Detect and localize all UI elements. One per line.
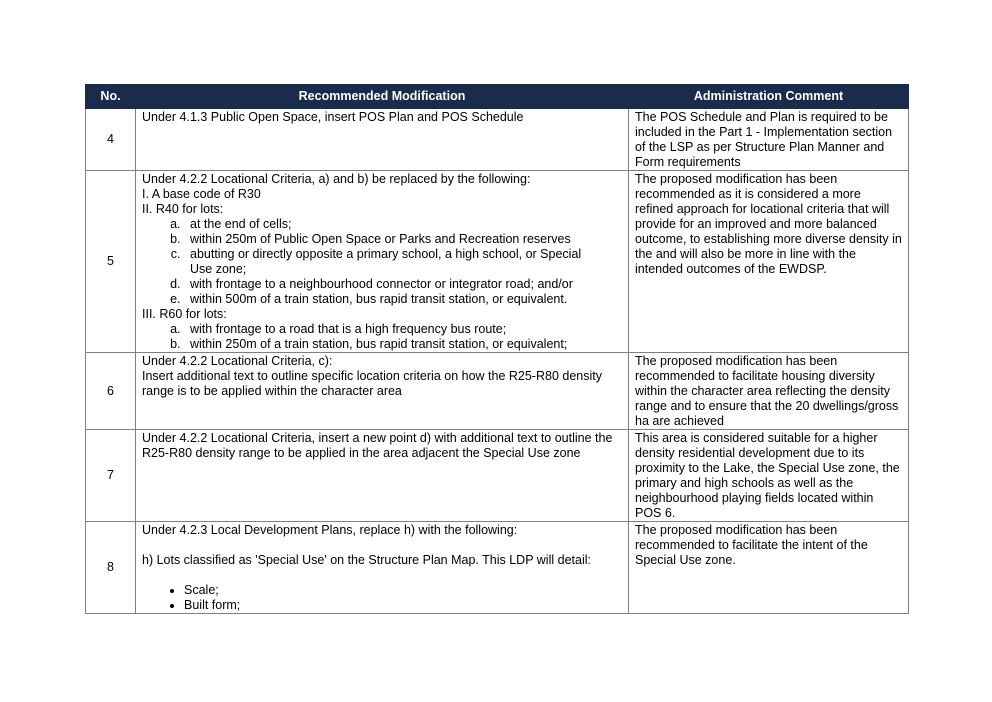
list-item: • Scale; xyxy=(184,583,622,598)
comment-cell: The proposed modification has been recommended to facilitate the intent of the Special Use zone. xyxy=(629,522,909,614)
comment-cell: The POS Schedule and Plan is required to be included in the Part 1 - Implementation section of the LSP as per Structure Plan Manner and Form requirements xyxy=(629,109,909,171)
table-row xyxy=(86,171,909,353)
modification-cell xyxy=(136,353,629,430)
header-administration-comment: Administration Comment xyxy=(629,85,909,109)
modification-text: h) Lots classified as 'Special Use' on the Structure Plan Map. This LDP will detail: xyxy=(142,553,591,567)
table-row xyxy=(86,430,909,522)
modification-heading: Under 4.2.2 Locational Criteria, c): xyxy=(142,354,333,368)
row-number: 8 xyxy=(86,522,136,614)
r60-list xyxy=(142,322,622,352)
list-item: e. within 500m of a train station, bus rapid transit station, or equivalent. xyxy=(184,292,622,307)
row-number: 7 xyxy=(86,430,136,522)
comment-cell: The proposed modification has been recommended as it is considered a more refined approach for locational criteria that will provide for an improved and more balanced outcome, to establishing more diverse density in the and will also be more in line with the intended outcomes of the EWDSP. xyxy=(629,171,909,353)
detail-list xyxy=(142,583,622,613)
modification-cell: Under 4.2.2 Locational Criteria, insert a new point d) with additional text to outline the R25-R80 density range to be applied in the area adjacent the Special Use zone xyxy=(136,430,629,522)
list-item: c. abutting or directly opposite a primary school, a high school, or Special Use zone; xyxy=(184,247,622,277)
r40-list xyxy=(142,217,622,307)
header-no: No. xyxy=(86,85,136,109)
list-item: b. within 250m of Public Open Space or Parks and Recreation reserves xyxy=(184,232,622,247)
row-number: 4 xyxy=(86,109,136,171)
table-header-row xyxy=(86,85,909,109)
modification-cell xyxy=(136,522,629,614)
list-item: • Built form; xyxy=(184,598,622,613)
modification-cell xyxy=(136,171,629,353)
row-number: 6 xyxy=(86,353,136,430)
table-row xyxy=(86,109,909,171)
list-item: a. with frontage to a road that is a high frequency bus route; xyxy=(184,322,622,337)
modification-cell: Under 4.1.3 Public Open Space, insert POS Plan and POS Schedule xyxy=(136,109,629,171)
modification-intro: Under 4.2.2 Locational Criteria, a) and b) be replaced by the following: xyxy=(142,172,531,186)
table-row xyxy=(86,353,909,430)
row-number: 5 xyxy=(86,171,136,353)
comment-cell: The proposed modification has been recommended to facilitate housing diversity within the character area reflecting the density range and to ensure that the 20 dwellings/gross ha are achieved xyxy=(629,353,909,430)
modification-text: Insert additional text to outline specific location criteria on how the R25-R80 density range is to be applied within the character area xyxy=(142,369,602,398)
modification-heading: Under 4.2.3 Local Development Plans, replace h) with the following: xyxy=(142,523,518,537)
r40-heading: II. R40 for lots: xyxy=(142,202,224,216)
comment-cell: This area is considered suitable for a higher density residential development due to its proximity to the Lake, the Special Use zone, the primary and high schools as well as the neighbourhood playing fields located within POS 6. xyxy=(629,430,909,522)
table-row xyxy=(86,522,909,614)
base-code: I. A base code of R30 xyxy=(142,187,261,201)
list-item: a. at the end of cells; xyxy=(184,217,622,232)
r60-heading: III. R60 for lots: xyxy=(142,307,227,321)
header-recommended-modification: Recommended Modification xyxy=(136,85,629,109)
modifications-table xyxy=(85,84,909,614)
list-item: d. with frontage to a neighbourhood connector or integrator road; and/or xyxy=(184,277,622,292)
list-item: b. within 250m of a train station, bus rapid transit station, or equivalent; xyxy=(184,337,622,352)
